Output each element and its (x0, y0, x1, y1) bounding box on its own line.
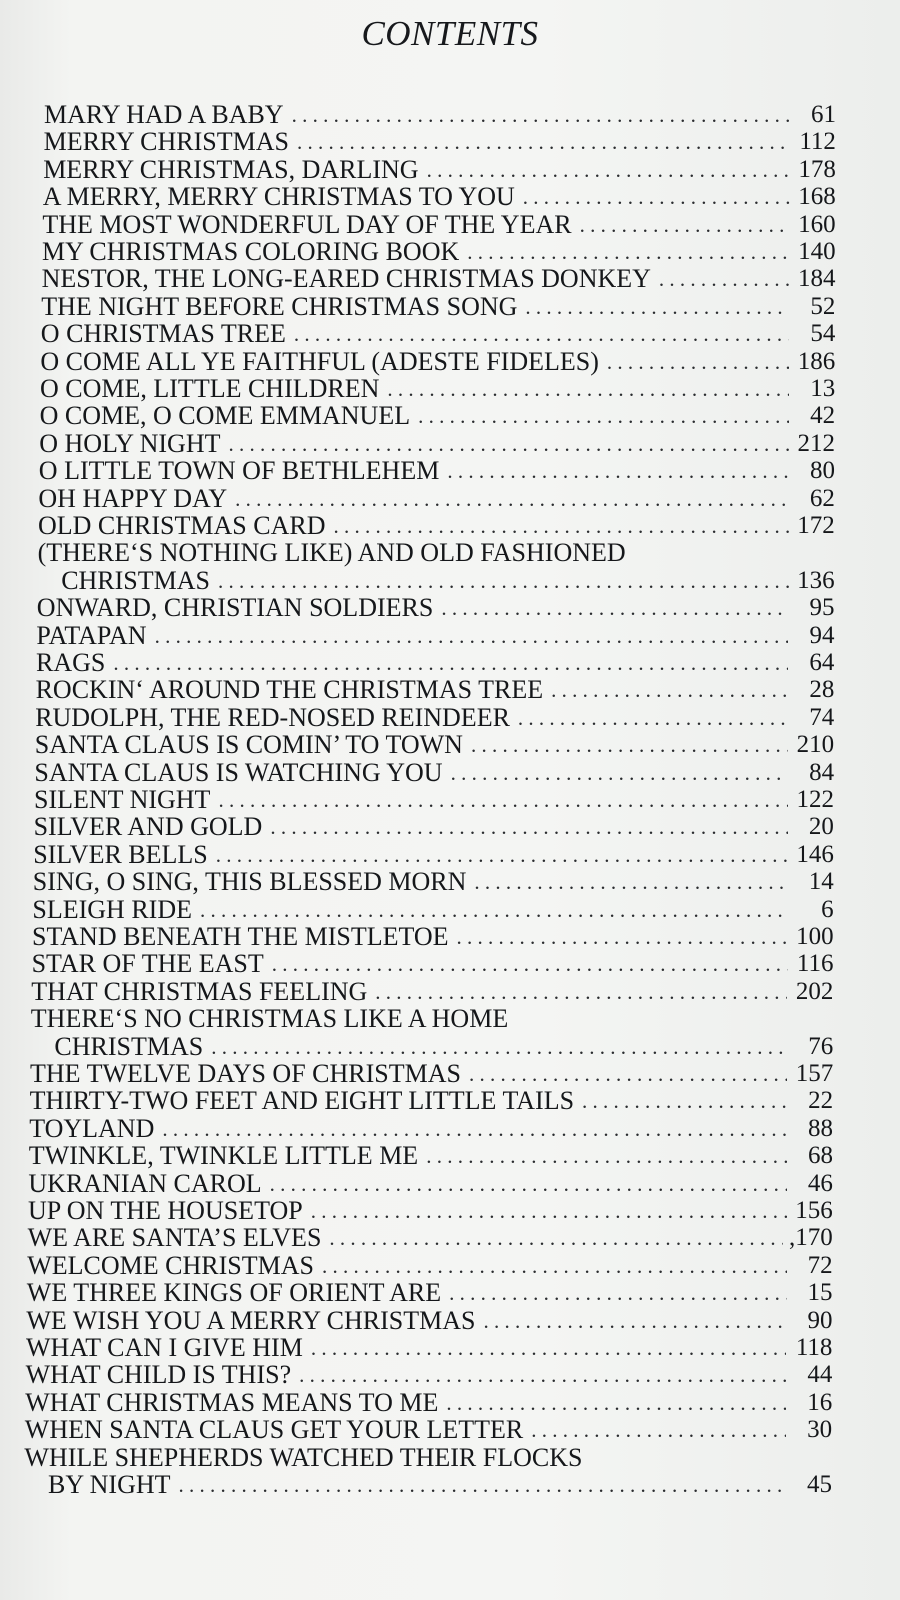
toc-leader-dots (387, 376, 789, 402)
toc-entry-page: 156 (795, 1197, 833, 1224)
toc-entry-title: SILVER AND GOLD (33, 812, 263, 842)
toc-entry-page: 157 (795, 1060, 834, 1087)
toc-entry (48, 1470, 832, 1498)
toc-entry (34, 812, 834, 840)
toc-entry-title: WE ARE SANTA’S ELVES (27, 1223, 322, 1253)
toc-entry (38, 484, 834, 512)
toc-entry (24, 1443, 832, 1471)
toc-leader-dots (441, 595, 788, 621)
toc-entry (27, 1251, 832, 1279)
toc-entry-page: 14 (808, 868, 834, 896)
toc-entry-title: O LITTLE TOWN OF BETHLEHEM (38, 456, 440, 486)
page-title: CONTENTS (361, 14, 539, 53)
toc-entry-page: 16 (807, 1388, 833, 1416)
toc-entry-title: BY NIGHT (48, 1470, 171, 1499)
toc-entry (43, 155, 836, 183)
toc-entry-page: 80 (809, 457, 835, 485)
toc-entry-title: THAT CHRISTMAS FEELING (31, 976, 368, 1006)
toc-leader-dots (216, 842, 788, 868)
toc-entry-page: 116 (796, 950, 834, 978)
toc-entry-page: 100 (796, 923, 834, 950)
toc-entry-title: RAGS (36, 648, 106, 677)
toc-leader-dots (471, 732, 788, 758)
toc-entry-title: MERRY CHRISTMAS (43, 127, 289, 157)
toc-leader-dots (294, 321, 789, 347)
toc-entry-page: 184 (798, 265, 836, 293)
toc-leader-dots (518, 705, 788, 731)
toc-leader-dots (580, 212, 790, 238)
toc-leader-dots (218, 568, 789, 594)
toc-entry-title: WHAT CHRISTMAS MEANS TO ME (25, 1387, 439, 1417)
toc-entry-title: OLD CHRISTMAS CARD (38, 511, 326, 540)
toc-entry-page: 22 (808, 1087, 834, 1115)
toc-entry (39, 456, 835, 484)
toc-entry-title: CHRISTMAS (61, 565, 211, 595)
toc-entry-title: UP ON THE HOUSETOP (28, 1196, 303, 1225)
toc-leader-dots (311, 1198, 787, 1224)
toc-leader-dots (426, 1143, 787, 1169)
toc-entry (44, 100, 836, 128)
toc-entry-title: SLEIGH RIDE (32, 894, 192, 924)
toc-entry (30, 1086, 834, 1114)
toc-entry-title: THIRTY-TWO FEET AND EIGHT LITTLE TAILS (29, 1086, 575, 1116)
toc-leader-dots (375, 979, 787, 1005)
toc-entry-title: MY CHRISTMAS COLORING BOOK (42, 237, 460, 266)
toc-leader-dots (292, 102, 790, 128)
toc-entry-title: NESTOR, THE LONG-EARED CHRISTMAS DONKEY (41, 264, 651, 294)
toc-leader-dots (334, 513, 789, 539)
toc-entry (28, 1196, 833, 1224)
toc-entry (31, 1004, 834, 1032)
toc-leader-dots (446, 1390, 786, 1416)
toc-entry (29, 1141, 833, 1169)
toc-entry-page: 95 (809, 594, 835, 622)
toc-entry-title: SANTA CLAUS IS COMIN’ TO TOWN (34, 730, 463, 760)
toc-entry (26, 1333, 832, 1361)
toc-leader-dots (451, 760, 789, 786)
toc-leader-dots (218, 787, 788, 813)
toc-entry-title: TWINKLE, TWINKLE LITTLE ME (28, 1141, 419, 1171)
toc-entry-title: SILENT NIGHT (34, 785, 211, 814)
toc-leader-dots (449, 1280, 786, 1306)
toc-leader-dots (211, 1034, 787, 1060)
toc-entry-page: 178 (798, 155, 836, 183)
toc-entry-title: O COME, O COME EMMANUEL (39, 401, 411, 431)
toc-leader-dots (523, 184, 790, 210)
toc-leader-dots (551, 677, 788, 703)
toc-entry-title: TOYLAND (29, 1113, 155, 1143)
toc-entry-page: 54 (810, 320, 836, 348)
toc-entry-page: 136 (797, 566, 835, 594)
toc-entry-title: O HOLY NIGHT (39, 428, 221, 458)
toc-entry (35, 730, 834, 758)
toc-entry-page: 45 (807, 1471, 832, 1498)
toc-entry-page: 140 (798, 238, 836, 265)
toc-leader-dots (322, 1253, 787, 1279)
toc-leader-dots (467, 239, 789, 265)
toc-leader-dots (483, 1308, 786, 1334)
toc-entry-page: 186 (797, 347, 836, 375)
toc-entry-title: SING, O SING, THIS BLESSED MORN (32, 867, 467, 897)
toc-leader-dots (607, 349, 789, 375)
toc-entry-page: 90 (807, 1306, 833, 1334)
toc-entry (42, 264, 836, 292)
toc-entry-title: THE MOST WONDERFUL DAY OF THE YEAR (42, 209, 572, 239)
toc-entry-page: 94 (809, 621, 835, 649)
toc-entry-title: (THERE‘S NOTHING LIKE) AND OLD FASHIONED (37, 538, 626, 568)
toc-leader-dots (270, 814, 788, 840)
toc-entry-page: 30 (807, 1416, 833, 1444)
toc-entry (27, 1278, 833, 1306)
toc-leader-dots (469, 1061, 787, 1087)
toc-leader-dots (235, 486, 789, 512)
toc-entry-title: WELCOME CHRISTMAS (27, 1250, 314, 1280)
toc-entry (32, 895, 833, 923)
toc-entry-title: STAND BENEATH THE MISTLETOE (32, 922, 449, 951)
toc-entry-page: 202 (795, 977, 834, 1005)
toc-entry-page: 122 (796, 786, 834, 813)
toc-leader-dots (311, 1335, 787, 1361)
toc-entry (28, 1169, 832, 1197)
toc-entry-title: WHAT CAN I GIVE HIM (26, 1333, 303, 1362)
toc-entry (44, 127, 836, 155)
toc-leader-dots (272, 951, 788, 977)
toc-entry (36, 621, 834, 649)
toc-entry-page: 212 (797, 429, 836, 457)
toc-entry (34, 758, 834, 786)
toc-entry (35, 703, 834, 731)
toc-entry (33, 867, 834, 895)
toc-entry-page: 52 (810, 292, 836, 320)
toc-entry (41, 319, 836, 347)
toc-entry-title: OH HAPPY DAY (38, 483, 228, 513)
toc-leader-dots (228, 431, 789, 457)
toc-leader-dots (474, 869, 787, 895)
toc-entry-title: WHILE SHEPHERDS WATCHED THEIR FLOCKS (24, 1442, 583, 1472)
toc-entry-page: 146 (796, 840, 834, 868)
toc-entry-title: RUDOLPH, THE RED-NOSED REINDEER (35, 702, 510, 732)
toc-entry (41, 292, 835, 320)
toc-entry-page: 28 (809, 676, 835, 704)
toc-entry-title: WHEN SANTA CLAUS GET YOUR LETTER (24, 1415, 524, 1445)
toc-leader-dots (447, 458, 789, 484)
toc-entry (42, 210, 835, 238)
toc-entry-title: SILVER BELLS (33, 839, 208, 869)
toc-entry-page: 74 (809, 703, 835, 731)
toc-entry (40, 374, 835, 402)
toc-entry (40, 401, 836, 429)
toc-leader-dots (525, 294, 789, 320)
toc-entry (26, 1306, 832, 1334)
toc-entry-page: 44 (807, 1361, 833, 1389)
toc-entry-title: UKRANIAN CAROL (28, 1168, 262, 1198)
toc-entry (34, 785, 834, 813)
toc-entry-title: MARY HAD A BABY (44, 100, 284, 129)
toc-entry-page: 84 (809, 758, 835, 786)
toc-entry-title: ONWARD, CHRISTIAN SOLDIERS (36, 593, 434, 623)
toc-entry-page: 172 (797, 512, 835, 539)
toc-entry (38, 538, 835, 566)
toc-entry-page: 72 (807, 1251, 833, 1279)
toc-entry-title: THERE‘S NO CHRISTMAS LIKE A HOME (30, 1004, 509, 1034)
toc-leader-dots (113, 650, 788, 676)
toc-entry-title: WE WISH YOU A MERRY CHRISTMAS (26, 1305, 476, 1335)
toc-entry-page: 160 (798, 210, 836, 238)
toc-entry-title: WE THREE KINGS OF ORIENT ARE (26, 1278, 442, 1308)
toc-leader-dots (200, 897, 788, 923)
toc-entry (38, 511, 835, 539)
toc-leader-dots (659, 266, 790, 292)
toc-entry-title: MERRY CHRISTMAS, DARLING (43, 154, 419, 184)
toc-leader-dots (155, 623, 789, 649)
toc-entry-page: 210 (796, 731, 835, 759)
toc-entry-title: THE TWELVE DAYS OF CHRISTMAS (30, 1059, 461, 1088)
toc-leader-dots (329, 1225, 783, 1251)
toc-entry (30, 1059, 833, 1087)
toc-entry-title: WHAT CHILD IS THIS? (25, 1360, 292, 1390)
toc-leader-dots (162, 1116, 787, 1142)
toc-entry (61, 566, 834, 594)
toc-entry (42, 237, 836, 265)
toc-entry-page: 13 (810, 375, 836, 402)
toc-entry-page: 62 (809, 484, 835, 512)
toc-entry (33, 840, 834, 868)
toc-entry-page: 6 (821, 895, 834, 923)
toc-entry-title: A MERRY, MERRY CHRISTMAS TO YOU (42, 182, 515, 212)
toc-entry (31, 977, 833, 1005)
toc-entry-title: O COME ALL YE FAITHFUL (ADESTE FIDELES) (40, 346, 599, 376)
toc-leader-dots (457, 924, 788, 950)
toc-entry-page: ,170 (788, 1224, 833, 1252)
toc-entry-page: 118 (795, 1334, 833, 1361)
toc-entry-title: STAR OF THE EAST (31, 949, 264, 979)
toc-leader-dots (179, 1472, 786, 1498)
toc-leader-dots (531, 1417, 786, 1443)
toc-entry-page: 42 (810, 402, 836, 430)
toc-entry (43, 182, 836, 210)
toc-leader-dots (270, 1171, 787, 1197)
toc-entry-page: 64 (809, 649, 835, 676)
toc-entry-page: 46 (807, 1169, 833, 1197)
toc-entry-title: O COME, LITTLE CHILDREN (40, 374, 380, 403)
toc-entry (26, 1360, 833, 1388)
toc-entry (32, 922, 834, 950)
toc-entry (54, 1032, 833, 1060)
toc-entry (37, 593, 835, 621)
toc-entry (25, 1388, 832, 1416)
toc-leader-dots (297, 129, 790, 155)
toc-entry-page: 61 (811, 101, 836, 128)
toc-entry (32, 949, 834, 977)
toc-entry-page: 15 (807, 1279, 833, 1307)
toc-entry (28, 1223, 833, 1251)
toc-entry-page: 68 (807, 1142, 833, 1170)
toc-entry-title: O CHRISTMAS TREE (40, 319, 286, 349)
toc-entry (25, 1415, 832, 1443)
toc-entry-page: 112 (799, 128, 836, 156)
toc-entry-page: 20 (808, 813, 834, 841)
toc-entry (29, 1114, 833, 1142)
toc-entry-title: SANTA CLAUS IS WATCHING YOU (34, 757, 443, 787)
toc-entry-page: 88 (808, 1114, 834, 1142)
toc-entry-title: CHRISTMAS (54, 1031, 204, 1061)
toc-entry (40, 347, 835, 375)
toc-leader-dots (582, 1088, 787, 1114)
toc-entry-title: ROCKIN‘ AROUND THE CHRISTMAS TREE (35, 675, 544, 705)
toc-entry-title: PATAPAN (36, 620, 147, 650)
toc-entry-page: 76 (808, 1032, 834, 1060)
toc-entry-page: 168 (798, 183, 836, 211)
toc-leader-dots (299, 1362, 786, 1388)
toc-entry-title: THE NIGHT BEFORE CHRISTMAS SONG (41, 291, 518, 321)
toc-entry (36, 675, 835, 703)
toc-entry (39, 429, 835, 457)
toc-leader-dots (427, 157, 790, 183)
toc-entry (36, 648, 834, 676)
toc-leader-dots (418, 403, 789, 429)
